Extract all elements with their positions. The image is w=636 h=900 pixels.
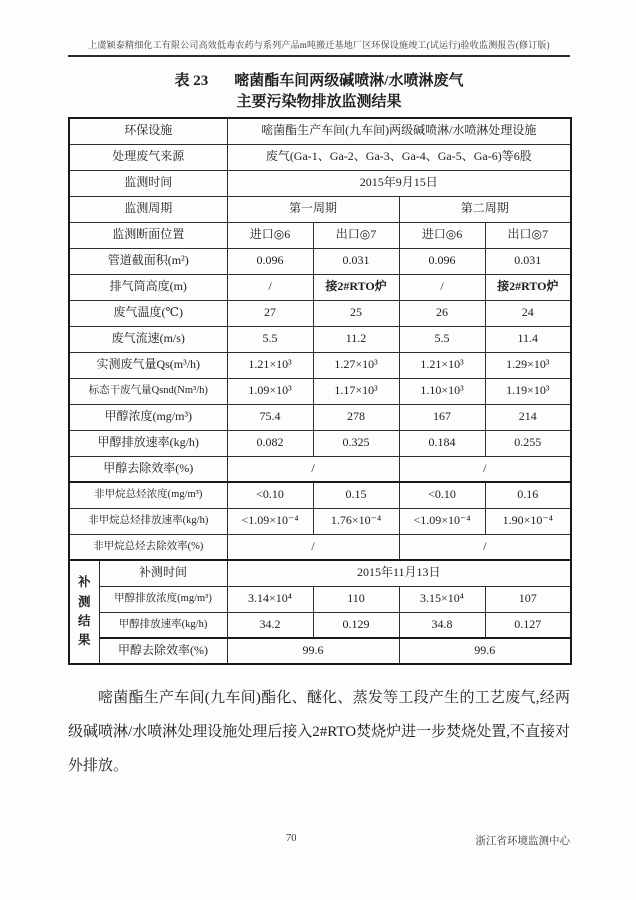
monitoring-table	[68, 117, 572, 665]
cell-value: 出口◎7	[313, 222, 399, 248]
cell-value: 25	[313, 300, 399, 326]
cell-label: 监测断面位置	[69, 222, 227, 248]
cell-label: 甲醇排放速率(kg/h)	[69, 430, 227, 456]
cell-value: 34.8	[399, 612, 485, 638]
row-retest-methanol-rate	[69, 612, 571, 638]
cell-value: 110	[313, 586, 399, 612]
cell-label: 甲醇排放浓度(mg/m³)	[99, 586, 227, 612]
cell-label: 管道截面积(m²)	[69, 248, 227, 274]
cell-label: 非甲烷总烃排放速率(kg/h)	[69, 508, 227, 534]
cell-value: 1.09×10³	[227, 378, 313, 404]
row-methanol-removal	[69, 456, 571, 482]
cell-value: 接2#RTO炉	[313, 274, 399, 300]
row-nmhc-removal	[69, 534, 571, 560]
cell-label: 废气温度(℃)	[69, 300, 227, 326]
row-stack-height	[69, 274, 571, 300]
cell-value: /	[399, 534, 571, 560]
cell-value: 0.184	[399, 430, 485, 456]
cell-label: 监测时间	[69, 170, 227, 196]
cell-value: 接2#RTO炉	[485, 274, 571, 300]
table-subtitle: 主要污染物排放监测结果	[236, 94, 402, 110]
cell-value: <0.10	[227, 482, 313, 508]
retest-group-label	[69, 560, 99, 664]
row-retest-methanol-concentration	[69, 586, 571, 612]
cell-value: 99.6	[227, 638, 399, 664]
table-title-text: 嘧菌酯车间两级碱喷淋/水喷淋废气	[234, 73, 464, 89]
cell-value: 107	[485, 586, 571, 612]
cell-value: 3.14×10⁴	[227, 586, 313, 612]
row-methanol-concentration	[69, 404, 571, 430]
cell-value: 11.2	[313, 326, 399, 352]
cell-label: 甲醇去除效率(%)	[99, 638, 227, 664]
running-header: 上虞颖泰精细化工有限公司高效低毒农药与系列产品m吨搬迁基地厂区环保设施竣工(试运行)验收监测报告(修订版)	[88, 40, 550, 50]
row-monitor-period	[69, 196, 571, 222]
row-nmhc-concentration	[69, 482, 571, 508]
row-section-position	[69, 222, 571, 248]
cell-value: /	[227, 534, 399, 560]
cell-value: 1.21×10³	[227, 352, 313, 378]
cell-label: 补测时间	[99, 560, 227, 586]
cell-value: 0.096	[399, 248, 485, 274]
cell-value: 1.17×10³	[313, 378, 399, 404]
cell-label: 排气筒高度(m)	[69, 274, 227, 300]
cell-value: 嘧菌酯生产车间(九车间)两级碱喷淋/水喷淋处理设施	[227, 118, 571, 144]
row-retest-date	[69, 560, 571, 586]
cell-value: 出口◎7	[485, 222, 571, 248]
cell-value: 11.4	[485, 326, 571, 352]
cell-value: 3.15×10⁴	[399, 586, 485, 612]
cell-label: 甲醇去除效率(%)	[69, 456, 227, 482]
footer-organization: 浙江省环境监测中心	[475, 836, 570, 847]
cell-value: 0.325	[313, 430, 399, 456]
row-standard-dry-flow	[69, 378, 571, 404]
row-facility	[69, 118, 571, 144]
cell-value: 1.10×10³	[399, 378, 485, 404]
cell-value: 5.5	[399, 326, 485, 352]
cell-value: 1.90×10⁻⁴	[485, 508, 571, 534]
cell-value: 0.15	[313, 482, 399, 508]
cell-value: /	[227, 274, 313, 300]
table-number: 表 23	[174, 73, 209, 89]
table-title	[68, 71, 570, 92]
cell-value: 214	[485, 404, 571, 430]
header-rule	[68, 55, 570, 57]
cell-value: 99.6	[399, 638, 571, 664]
cell-label: 甲醇排放速率(kg/h)	[99, 612, 227, 638]
cell-value: <0.10	[399, 482, 485, 508]
cell-value: 废气(Ga-1、Ga-2、Ga-3、Ga-4、Ga-5、Ga-6)等6股	[227, 144, 571, 170]
report-page	[68, 0, 570, 783]
cell-label: 非甲烷总烃去除效率(%)	[69, 534, 227, 560]
row-retest-methanol-removal	[69, 638, 571, 664]
cell-value: 第二周期	[399, 196, 571, 222]
cell-label: 实测废气量Qs(m³/h)	[69, 352, 227, 378]
cell-value: 34.2	[227, 612, 313, 638]
cell-value: 5.5	[227, 326, 313, 352]
cell-label: 处理废气来源	[69, 144, 227, 170]
cell-value: 0.16	[485, 482, 571, 508]
retest-group-text: 补测结果	[77, 575, 91, 648]
cell-value: 1.21×10³	[399, 352, 485, 378]
summary-paragraph: 嘧菌酯生产车间(九车间)酯化、醚化、蒸发等工段产生的工艺废气,经两级碱喷淋/水喷淋处理设施处理后接入2#RTO焚烧炉进一步焚烧处置,不直接对外排放。	[68, 690, 570, 774]
cell-value: /	[399, 456, 571, 482]
cell-value: 0.127	[485, 612, 571, 638]
cell-label: 非甲烷总烃浓度(mg/m³)	[69, 482, 227, 508]
cell-label: 标态干废气量Qsnd(Nm³/h)	[69, 378, 227, 404]
cell-label: 废气流速(m/s)	[69, 326, 227, 352]
row-duct-area	[69, 248, 571, 274]
cell-value: 进口◎6	[399, 222, 485, 248]
cell-value: 75.4	[227, 404, 313, 430]
row-gas-source	[69, 144, 571, 170]
page-number: 70	[286, 833, 297, 844]
cell-value: /	[227, 456, 399, 482]
row-methanol-rate	[69, 430, 571, 456]
cell-value: 0.082	[227, 430, 313, 456]
cell-value: 0.129	[313, 612, 399, 638]
cell-value: 0.096	[227, 248, 313, 274]
cell-value: 1.76×10⁻⁴	[313, 508, 399, 534]
cell-value: 2015年9月15日	[227, 170, 571, 196]
cell-value: 进口◎6	[227, 222, 313, 248]
cell-value: 1.27×10³	[313, 352, 399, 378]
cell-label: 监测周期	[69, 196, 227, 222]
cell-value: 26	[399, 300, 485, 326]
cell-value: 167	[399, 404, 485, 430]
cell-value: <1.09×10⁻⁴	[399, 508, 485, 534]
cell-value: 0.255	[485, 430, 571, 456]
cell-value: 0.031	[313, 248, 399, 274]
cell-value: 0.031	[485, 248, 571, 274]
cell-label: 环保设施	[69, 118, 227, 144]
row-gas-temperature	[69, 300, 571, 326]
cell-value: 1.29×10³	[485, 352, 571, 378]
cell-value: 第一周期	[227, 196, 399, 222]
cell-value: /	[399, 274, 485, 300]
cell-value: <1.09×10⁻⁴	[227, 508, 313, 534]
row-measured-flow	[69, 352, 571, 378]
cell-label: 甲醇浓度(mg/m³)	[69, 404, 227, 430]
row-gas-velocity	[69, 326, 571, 352]
row-monitor-date	[69, 170, 571, 196]
cell-value: 1.19×10³	[485, 378, 571, 404]
cell-value: 24	[485, 300, 571, 326]
row-nmhc-rate	[69, 508, 571, 534]
cell-value: 27	[227, 300, 313, 326]
cell-value: 2015年11月13日	[227, 560, 571, 586]
cell-value: 278	[313, 404, 399, 430]
